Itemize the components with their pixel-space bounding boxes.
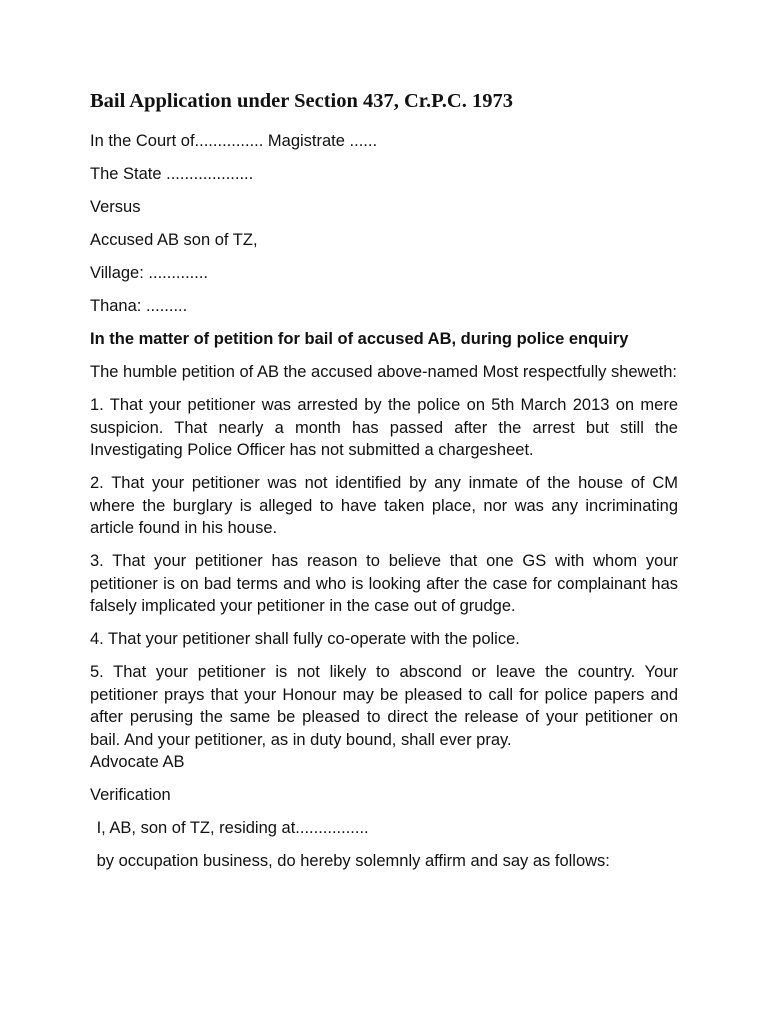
accused-line: Accused AB son of TZ, <box>90 231 258 249</box>
thana-line: Thana: ......... <box>90 297 188 315</box>
document-page <box>90 88 678 883</box>
petition-paragraph-1: 1. That your petitioner was arrested by the police on 5th March 2013 on mere suspicion. That nearly a month has passed after the arrest but still the Investigating Police Officer has not submitted a chargesheet. <box>90 396 678 459</box>
court-line: In the Court of............... Magistrate ...... <box>90 132 378 150</box>
petition-paragraph-5: 5. That your petitioner is not likely to abscond or leave the country. Your petitioner prays that your Honour may be pleased to call for police papers and after perusing the same be pleased to direct the release of your petitioner on bail. And your petitioner, as in duty bound, shall ever pray. <box>90 663 678 749</box>
advocate-signature: Advocate AB <box>90 753 185 771</box>
matter-heading: In the matter of petition for bail of accused AB, during police enquiry <box>90 330 629 348</box>
verification-line-1: I, AB, son of TZ, residing at................ <box>92 819 369 837</box>
petition-paragraph-2: 2. That your petitioner was not identified by any inmate of the house of CM where the burglary is alleged to have taken place, nor was any incriminating article found in his house. <box>90 474 678 537</box>
prayer-block <box>90 661 678 774</box>
verification-line-2: by occupation business, do hereby solemnly affirm and say as follows: <box>92 852 610 870</box>
versus-line: Versus <box>90 198 141 216</box>
petition-intro: The humble petition of AB the accused above-named Most respectfully sheweth: <box>90 363 677 381</box>
state-line: The State ................... <box>90 165 254 183</box>
petition-paragraph-4: 4. That your petitioner shall fully co-operate with the police. <box>90 630 520 648</box>
petition-paragraph-3: 3. That your petitioner has reason to believe that one GS with whom your petitioner is on bad terms and who is looking after the case for complainant has falsely implicated your petitioner in the case out of grudge. <box>90 552 678 615</box>
village-line: Village: ............. <box>90 264 208 282</box>
verification-heading: Verification <box>90 786 171 804</box>
document-title: Bail Application under Section 437, Cr.P.C. 1973 <box>90 90 513 112</box>
